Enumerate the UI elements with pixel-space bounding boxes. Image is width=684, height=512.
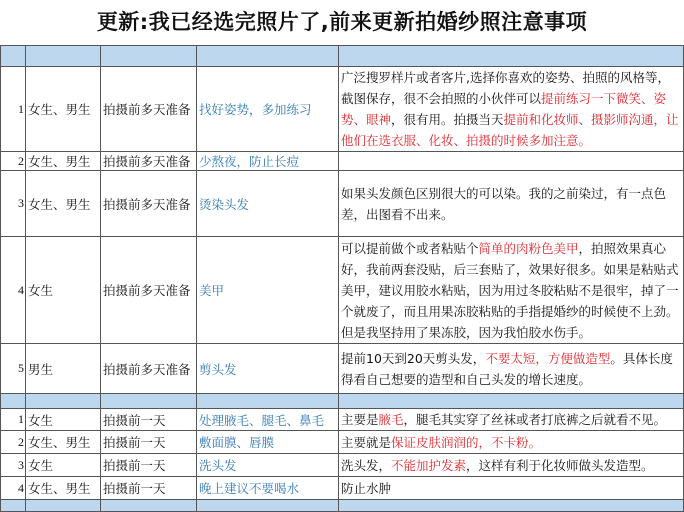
task-cell: 处理腋毛、腿毛、鼻毛	[197, 409, 339, 431]
band-cell	[339, 394, 684, 409]
gender-cell: 女生	[26, 237, 101, 344]
detail-cell	[339, 237, 684, 344]
gender-cell: 女生	[26, 454, 101, 477]
band-cell	[197, 500, 339, 512]
detail-text: 主要就是	[341, 434, 392, 450]
detail-cell	[339, 409, 684, 431]
row-number: 2	[1, 431, 26, 454]
timing-cell: 拍摄前多天准备	[101, 67, 197, 152]
highlight-text: 不能加护发素	[391, 457, 467, 473]
task-cell: 敷面膜、唇膜	[197, 431, 339, 454]
detail-text: 可以提前做个或者粘贴个	[341, 240, 479, 256]
band-cell	[339, 46, 684, 67]
table-row	[1, 477, 684, 500]
timing-cell: 拍摄前一天	[101, 431, 197, 454]
row-number: 4	[1, 477, 26, 500]
band-cell	[197, 394, 339, 409]
timing-cell: 拍摄前一天	[101, 477, 197, 500]
task-cell: 晚上建议不要喝水	[197, 477, 339, 500]
detail-cell	[339, 67, 684, 152]
highlight-text: 不要太短，方便做造型	[485, 350, 611, 366]
page-title: 更新:我已经选完照片了,前来更新拍婚纱照注意事项	[96, 10, 588, 34]
detail-text: 。具体长度得看自己想要的造型和自己头发的增长速度。	[341, 350, 673, 387]
row-number: 3	[1, 171, 26, 237]
table-row	[1, 152, 684, 171]
detail-text: ，腿毛其实穿了丝袜或者打底裤之后就看不见。	[403, 412, 667, 427]
band-cell	[1, 500, 26, 512]
gender-cell: 女生、男生	[26, 431, 101, 454]
gender-cell: 女生	[26, 409, 101, 431]
band-cell	[26, 46, 101, 67]
timing-cell: 拍摄前一天	[101, 454, 197, 477]
detail-text: 提前10天到20天剪头发，	[341, 350, 486, 366]
table-row	[1, 344, 684, 394]
detail-cell	[339, 454, 684, 477]
band-cell	[197, 46, 339, 67]
detail-text: 广泛搜罗样片或者客片,选择你喜欢的姿势、拍照的风格等，截图保存，很不会拍照的小伙伴可以	[341, 70, 670, 106]
band-cell	[101, 394, 197, 409]
detail-text: 洗头发，	[341, 457, 392, 473]
row-number: 4	[1, 237, 26, 344]
highlight-text: 简单的肉粉色美甲	[478, 240, 579, 256]
table-row	[1, 431, 684, 454]
task-cell: 洗头发	[197, 454, 339, 477]
row-number: 5	[1, 344, 26, 394]
timing-cell: 拍摄前多天准备	[101, 171, 197, 237]
gender-cell: 女生、男生	[26, 67, 101, 152]
table-row	[1, 454, 684, 477]
detail-cell	[339, 171, 684, 237]
band-cell	[1, 46, 26, 67]
gender-cell: 女生、男生	[26, 171, 101, 237]
band-cell	[26, 500, 101, 512]
timing-cell: 拍摄前多天准备	[101, 152, 197, 171]
gender-cell: 男生	[26, 344, 101, 394]
row-number: 3	[1, 454, 26, 477]
detail-cell	[339, 152, 684, 171]
detail-text: ，拍照效果真心好，我前两套没贴，后三套贴了，效果好很多。如果是粘贴式美甲，建议用胶水粘贴，因为用过冬胶粘贴不是很牢，掉了一个就废了，而且用果冻胶粘贴的手指提婚纱的时候使不上劲。但是我坚持用了果冻胶，因为我怕胶水伤手。	[341, 240, 679, 340]
highlight-text: 提前和化妆师、摄影师沟通，让他们在选衣服、化妆、拍摄的时候多加注意。	[341, 112, 679, 148]
table-row	[1, 171, 684, 237]
task-cell: 剪头发	[197, 344, 339, 394]
band-cell	[1, 394, 26, 409]
band-cell	[101, 500, 197, 512]
section-band-row	[1, 46, 684, 67]
row-number: 1	[1, 409, 26, 431]
section-band-row	[1, 500, 684, 512]
section-band-row	[1, 394, 684, 409]
table-row	[1, 67, 684, 152]
band-cell	[101, 46, 197, 67]
gender-cell: 女生、男生	[26, 477, 101, 500]
task-cell: 找好姿势，多加练习	[197, 67, 339, 152]
detail-cell	[339, 431, 684, 454]
gender-cell: 女生、男生	[26, 152, 101, 171]
timing-cell: 拍摄前一天	[101, 409, 197, 431]
detail-text: 主要是	[341, 412, 379, 427]
timing-cell: 拍摄前多天准备	[101, 237, 197, 344]
row-number: 1	[1, 67, 26, 152]
detail-text: 如果头发颜色区别很大的可以染。我的之前染过，有一点色差，出图看不出来。	[341, 185, 667, 222]
detail-text: ，很有用。拍摄当天	[391, 112, 504, 127]
task-cell: 美甲	[197, 237, 339, 344]
table-row	[1, 237, 684, 344]
detail-cell	[339, 477, 684, 500]
band-cell	[339, 500, 684, 512]
table-row	[1, 409, 684, 431]
band-cell	[26, 394, 101, 409]
notes-table	[0, 45, 684, 512]
highlight-text: 提前练习一下微笑、姿势、眼神	[341, 91, 667, 127]
task-cell: 烫染头发	[197, 171, 339, 237]
detail-cell	[339, 344, 684, 394]
detail-text: 防止水肿	[341, 480, 392, 496]
row-number: 2	[1, 152, 26, 171]
detail-text: ，这样有利于化妆师做头发造型。	[466, 457, 654, 473]
task-cell: 少熬夜，防止长痘	[197, 152, 339, 171]
highlight-text: 保证皮肤润润的，不卡粉。	[391, 434, 542, 450]
highlight-text: 腋毛	[378, 412, 404, 427]
timing-cell: 拍摄前多天准备	[101, 344, 197, 394]
